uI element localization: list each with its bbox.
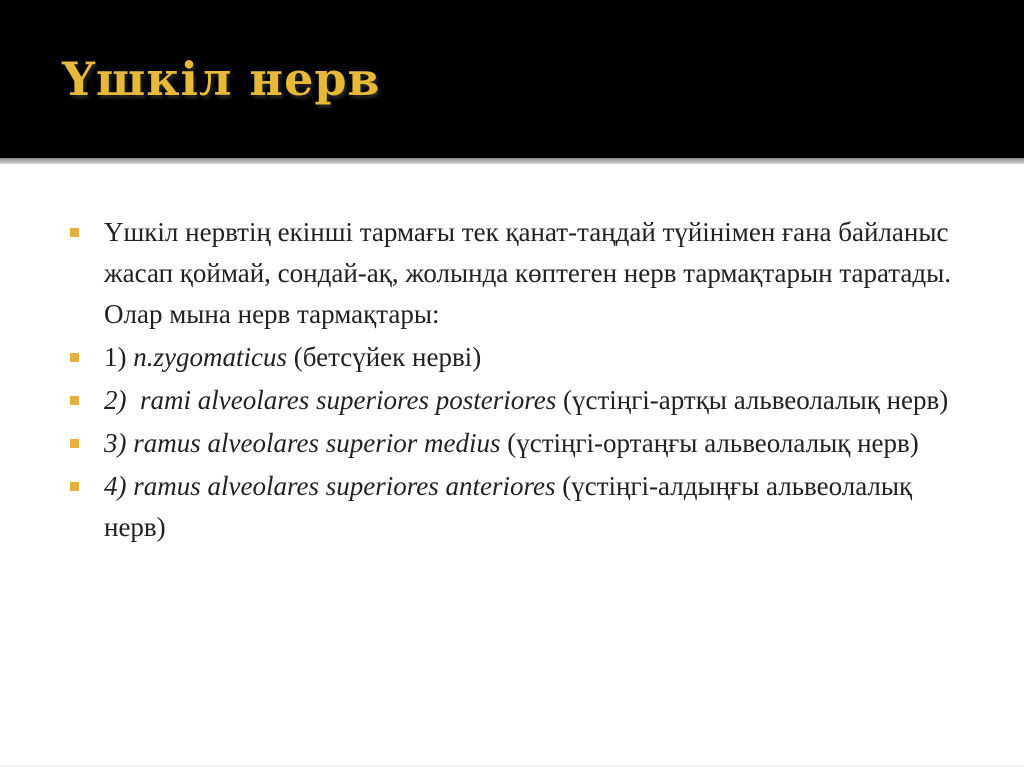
latin-term: 2) rami alveolares superiores posteriores bbox=[104, 385, 557, 415]
content-area bbox=[0, 164, 1024, 767]
translation-note: (үстіңгі-артқы альвеолалық нерв) bbox=[556, 385, 949, 415]
square-bullet-icon bbox=[70, 353, 79, 362]
bullet-list bbox=[70, 212, 970, 550]
latin-term: 4) ramus alveolares superiores anteriores bbox=[104, 471, 556, 501]
bullet-item bbox=[70, 466, 970, 548]
bullet-item bbox=[70, 212, 970, 335]
bullet-number: 1) bbox=[104, 342, 134, 372]
square-bullet-icon bbox=[70, 439, 79, 448]
translation-note: (бетсүйек нерві) bbox=[286, 342, 482, 372]
latin-term: n.zygomaticus bbox=[133, 342, 287, 372]
slide-title: Үшкіл нерв bbox=[62, 52, 381, 106]
bullet-item bbox=[70, 337, 970, 378]
square-bullet-icon bbox=[70, 396, 79, 405]
translation-note: (үстіңгі-алдыңғы альвеолалық нерв) bbox=[104, 471, 913, 542]
bullet-item bbox=[70, 380, 970, 421]
bullet-item bbox=[70, 423, 970, 464]
translation-note: (үстіңгі-ортаңғы альвеолалық нерв) bbox=[500, 428, 919, 458]
square-bullet-icon bbox=[70, 228, 79, 237]
latin-term: 3) ramus alveolares superior medius bbox=[104, 428, 501, 458]
bullet-text: Үшкіл нервтің екінші тармағы тек қанат-таңдай түйінімен ғана байланыс жасап қоймай, сондай-ақ, жолында көптеген нерв тармақтарын таратады. Олар мына нерв тармақтары: bbox=[104, 217, 952, 329]
square-bullet-icon bbox=[70, 482, 79, 491]
title-band bbox=[0, 0, 1024, 158]
